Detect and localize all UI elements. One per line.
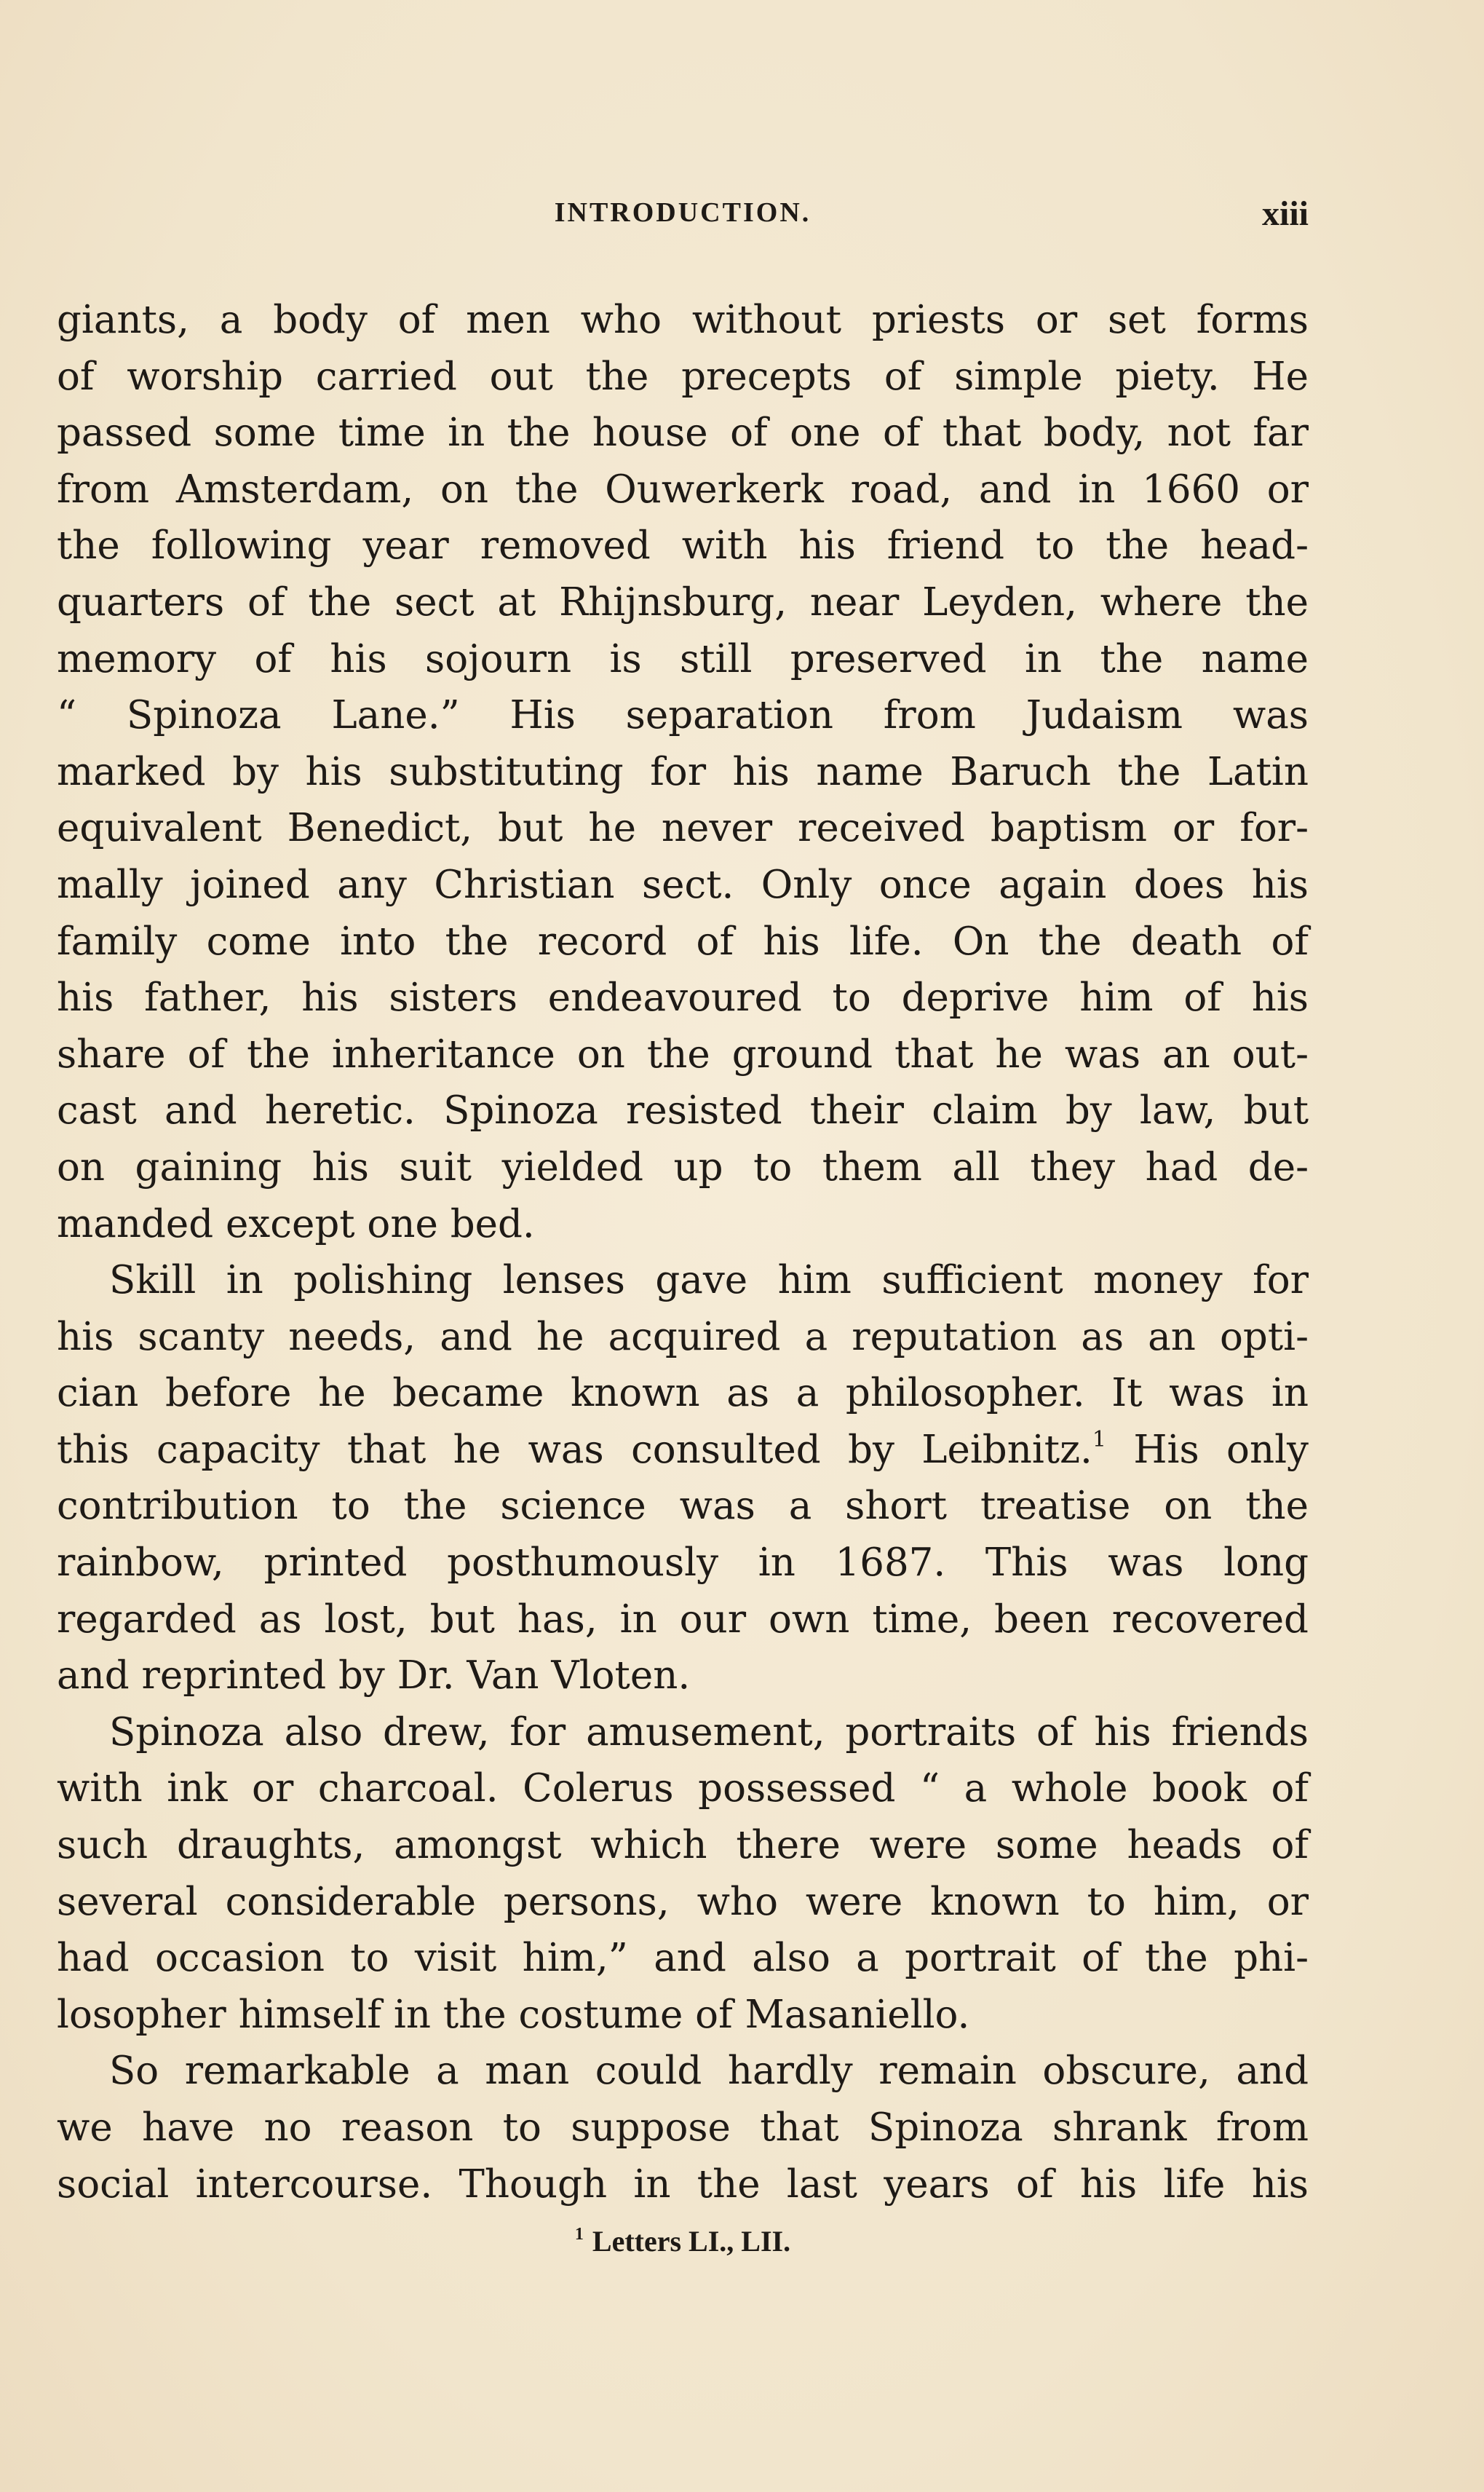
text-line: cian before he became known as a philosopher. It was in xyxy=(57,1371,1309,1416)
text-line-paragraph-start: So remarkable a man could hardly remain obscure, and xyxy=(109,2049,1309,2094)
text-line: quarters of the sect at Rhijnsburg, near Leyden, where the xyxy=(57,580,1309,625)
text-line: share of the inheritance on the ground that he was an out- xyxy=(57,1032,1309,1077)
text-line: contribution to the science was a short treatise on the xyxy=(57,1484,1309,1529)
text-line: memory of his sojourn is still preserved in the name xyxy=(57,636,1309,681)
text-line: manded except one bed. xyxy=(57,1201,535,1246)
footnote-text: Letters LI., LII. xyxy=(592,2225,791,2258)
running-title: INTRODUCTION. xyxy=(554,197,812,228)
text-line: rainbow, printed posthumously in 1687. This was long xyxy=(57,1540,1309,1586)
text-line: social intercourse. Though in the last years of his life his xyxy=(57,2161,1309,2207)
running-head xyxy=(57,194,1309,240)
text-line: his father, his sisters endeavoured to deprive him of his xyxy=(57,976,1309,1021)
text-line-paragraph-start: Skill in polishing lenses gave him sufficient money for xyxy=(109,1258,1309,1303)
text-line: regarded as lost, but has, in our own time, been recovered xyxy=(57,1597,1309,1642)
text-line: with ink or charcoal. Colerus possessed “ a whole book of xyxy=(57,1766,1309,1811)
page-number: xiii xyxy=(1261,194,1309,233)
text-line: family come into the record of his life. On the death of xyxy=(57,919,1309,964)
text-line: had occasion to visit him,” and also a portrait of the phi- xyxy=(57,1936,1309,1981)
text-line-with-footnote xyxy=(57,1422,1309,1479)
text-line: on gaining his suit yielded up to them all they had de- xyxy=(57,1144,1309,1190)
body-text xyxy=(57,292,1309,2212)
text-segment: this capacity that he was consulted by Leibnitz. xyxy=(57,1427,1092,1472)
text-line: several considerable persons, who were known to him, or xyxy=(57,1879,1309,1924)
text-line-paragraph-start: Spinoza also drew, for amusement, portraits of his friends xyxy=(109,1709,1309,1755)
text-line: losopher himself in the costume of Masaniello. xyxy=(57,1992,970,2037)
text-line: equivalent Benedict, but he never received baptism or for- xyxy=(57,806,1309,851)
footnote-mark: 1 xyxy=(574,2225,584,2244)
text-line: such draughts, amongst which there were some heads of xyxy=(57,1823,1309,1868)
text-line: giants, a body of men who without priests or set forms xyxy=(57,298,1309,342)
text-line: his scanty needs, and he acquired a reputation as an opti- xyxy=(57,1314,1309,1359)
text-line: we have no reason to suppose that Spinoza shrank from xyxy=(57,2105,1309,2150)
text-line: of worship carried out the precepts of simple piety. He xyxy=(57,354,1309,399)
text-line: and reprinted by Dr. Van Vloten. xyxy=(57,1653,691,1698)
footnote xyxy=(57,2224,1309,2258)
text-line: cast and heretic. Spinoza resisted their claim by law, but xyxy=(57,1088,1309,1134)
text-line: marked by his substituting for his name Baruch the Latin xyxy=(57,749,1309,794)
text-segment: His only xyxy=(1133,1427,1309,1472)
text-line: from Amsterdam, on the Ouwerkerk road, and in 1660 or xyxy=(57,467,1309,512)
footnote-reference: 1 xyxy=(1092,1426,1106,1452)
text-line: “ Spinoza Lane.” His separation from Judaism was xyxy=(57,693,1309,738)
text-line: passed some time in the house of one of that body, not far xyxy=(57,411,1309,456)
text-line: the following year removed with his friend to the head- xyxy=(57,523,1309,569)
text-line: mally joined any Christian sect. Only once again does his xyxy=(57,862,1309,907)
